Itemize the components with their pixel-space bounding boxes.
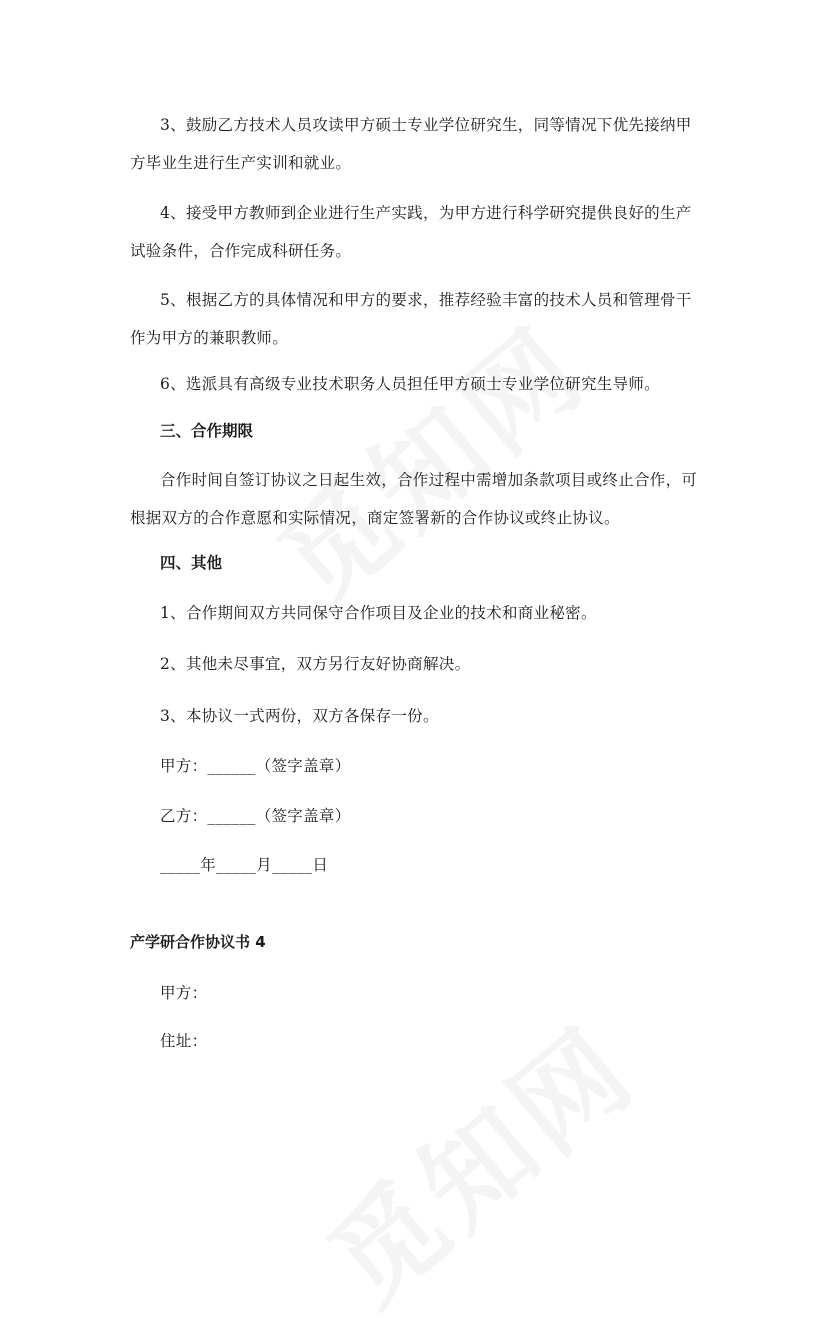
watermark-bottom <box>291 985 664 1333</box>
party-b-signature: 乙方：______（签字盖章） <box>160 807 351 825</box>
section-heading-other: 四、其他 <box>160 554 223 572</box>
other-item-1: 1、合作期间双方共同保守合作项目及企业的技术和商业秘密。 <box>160 604 597 622</box>
paragraph-6: 6、选派具有高级专业技术职务人员担任甲方硕士专业学位研究生导师。 <box>160 375 660 393</box>
party-a-signature: 甲方：______（签字盖章） <box>160 757 351 775</box>
next-party-a: 甲方： <box>160 984 208 1002</box>
agreement-4-title: 产学研合作协议书 4 <box>130 933 266 951</box>
section-term-text: 合作时间自签订协议之日起生效，合作过程中需增加条款项目或终止合作，可根据双方的合作意愿和实际情况，商定签署新的合作协议或终止协议。 <box>130 471 698 527</box>
paragraph-5: 5、根据乙方的具体情况和甲方的要求，推荐经验丰富的技术人员和管理骨干作为甲方的兼职教师。 <box>130 291 692 347</box>
date-line: _____年_____月_____日 <box>160 856 329 874</box>
next-address: 住址： <box>160 1032 208 1050</box>
paragraph-4: 4、接受甲方教师到企业进行生产实践，为甲方进行科学研究提供良好的生产试验条件，合作完成科研任务。 <box>130 204 692 260</box>
paragraph-3: 3、鼓励乙方技术人员攻读甲方硕士专业学位研究生，同等情况下优先接纳甲方毕业生进行生产实训和就业。 <box>130 116 692 172</box>
other-item-2: 2、其他未尽事宜，双方另行友好协商解决。 <box>160 655 471 673</box>
section-heading-term: 三、合作期限 <box>160 422 254 440</box>
other-item-3: 3、本协议一式两份，双方各保存一份。 <box>160 707 439 725</box>
